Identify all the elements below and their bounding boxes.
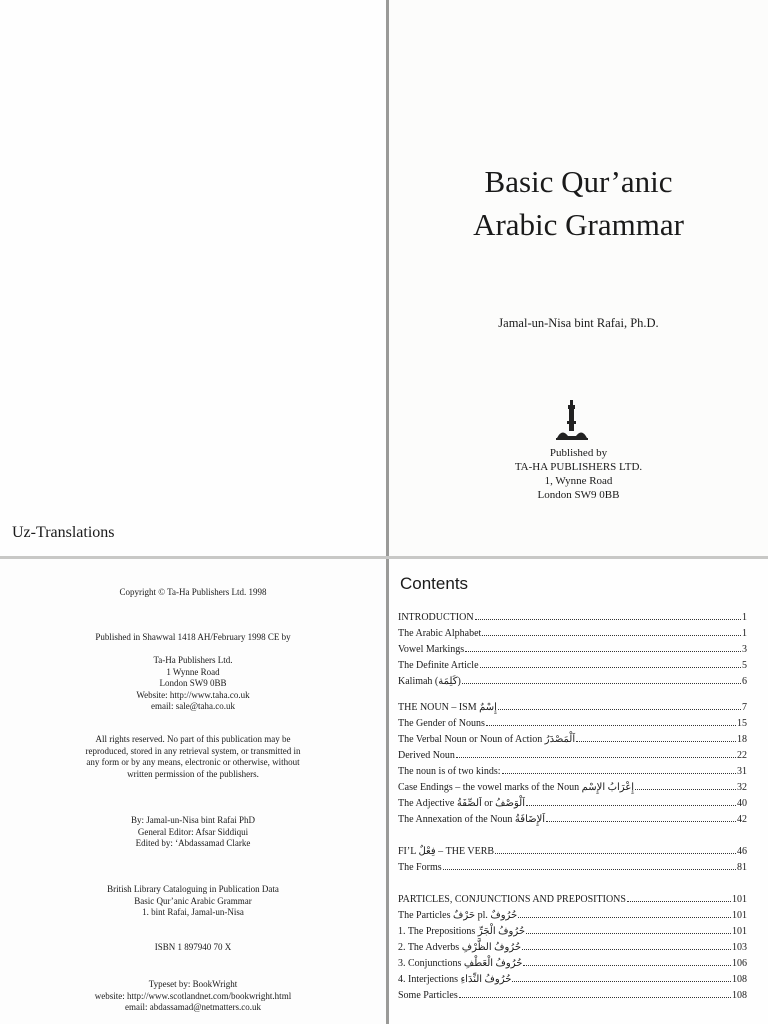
address-line: 1 Wynne Road [166,666,220,677]
publisher-logo [554,398,590,447]
toc-label: The Adjective اَلصِّفَةُ or اَلْوَصْفُ [398,798,525,809]
rights-line: written permission of the publishers. [127,768,259,779]
published-line: Published in Shawwal 1418 AH/February 1998 CE by [95,632,291,642]
toc-entry[interactable] [398,862,747,878]
address-line: email: sale@taha.co.uk [150,701,235,711]
credit-line: By: Jamal-un-Nisa bint Rafai PhD [131,815,255,825]
publisher-line: London SW9 0BB [537,489,620,501]
toc-label: The Definite Article [398,660,479,671]
toc-entry[interactable] [398,766,747,782]
leader-dots [512,980,731,982]
rights-statement [0,734,386,780]
contents-heading: Contents [400,574,469,593]
toc-page: 42 [737,814,747,825]
toc-label: The Forms [398,862,442,873]
toc-entry[interactable] [398,926,747,942]
leader-dots [475,618,741,620]
leader-dots [635,788,736,790]
leader-dots [480,666,741,668]
address-line: London SW9 0BB [159,678,227,688]
toc-page: 81 [737,862,747,873]
publisher-line: TA-HA PUBLISHERS LTD. [514,461,643,473]
toc-page: 31 [737,766,747,777]
toc-label: FI’L فِعْلٌ – THE VERB [398,846,495,857]
isbn: ISBN 1 897940 70 X [154,942,232,952]
address-line: Website: http://www.taha.co.uk [136,689,250,700]
address-line: Ta-Ha Publishers Ltd. [153,655,233,665]
toc-label: 2. The Adverbs حُرُوفُ الظَّرْفِ [398,942,522,953]
credit-line: Edited by: ‘Abdassamad Clarke [135,838,251,848]
leader-dots [462,682,741,684]
contents-page [389,559,768,1024]
credit-line: General Editor: Afsar Siddiqui [137,826,249,837]
toc-entry[interactable] [398,718,747,734]
toc-label: The Gender of Nouns [398,718,485,729]
toc-page: 46 [737,846,747,857]
typeset-info [0,979,386,1014]
toc-section[interactable] [398,846,747,862]
copyright-page [0,559,386,1024]
toc-page: 7 [742,702,747,713]
toc-label: Derived Noun [398,750,455,761]
toc-label: The Verbal Noun or Noun of Action اَلْمَصْدَرُ [398,734,576,745]
leader-dots [456,756,736,758]
typeset-line: email: abdassamad@netmatters.co.uk [125,1002,261,1012]
toc-page: 5 [742,660,747,671]
toc-label: The Arabic Alphabet [398,628,482,639]
toc-page: 103 [732,942,747,953]
rights-line: any form or by any means, electronic or otherwise, without [86,757,300,767]
toc-page: 108 [732,974,747,985]
toc-entry[interactable] [398,734,747,750]
cataloguing-line: British Library Cataloguing in Publication Data [107,884,279,894]
credits [0,815,386,850]
toc-page: 32 [737,782,747,793]
toc-label: INTRODUCTION [398,612,474,623]
toc-label: PARTICLES, CONJUNCTIONS AND PREPOSITIONS [398,894,626,905]
toc-page: 15 [737,718,747,729]
toc-label: THE NOUN – ISM إِسْمٌ [398,702,497,713]
leader-dots [576,740,736,742]
leader-dots [465,650,741,652]
toc-label: Some Particles [398,990,458,1001]
toc-label: The Particles حَرْفٌ pl. حُرُوفٌ [398,910,518,921]
publisher-block [389,446,768,502]
toc-label: Case Endings – the vowel marks of the Noun إِعْرَابُ الإِسْم [398,782,635,793]
leader-dots [498,708,741,710]
toc-section[interactable] [398,702,747,718]
leader-dots [502,772,737,774]
toc-section[interactable] [398,894,747,910]
toc-page: 3 [742,644,747,655]
leader-dots [522,948,731,950]
author-name: Jamal-un-Nisa bint Rafai, Ph.D. [498,316,659,330]
toc-page: 6 [742,676,747,687]
toc-entry[interactable] [398,750,747,766]
toc-label: Kalimah (كَلِمَة) [398,676,461,687]
publisher-address [0,655,386,713]
table-of-contents [398,612,747,1006]
toc-page: 22 [737,750,747,761]
toc-entry[interactable] [398,798,747,814]
toc-label: Vowel Markings [398,644,465,655]
blank-page [0,0,386,556]
book-title [389,160,768,246]
toc-page: 1 [742,628,747,639]
toc-label: The Annexation of the Noun اَلإِضَافَةُ [398,814,546,825]
toc-page: 1 [742,612,747,623]
toc-page: 18 [737,734,747,745]
toc-entry[interactable] [398,612,747,628]
leader-dots [518,916,731,918]
toc-entry[interactable] [398,676,747,692]
toc-entry[interactable] [398,628,747,644]
toc-entry[interactable] [398,660,747,676]
rights-line: All rights reserved. No part of this publication may be [95,734,291,744]
typeset-line: Typeset by: BookWright [148,979,238,989]
toc-entry[interactable] [398,814,747,830]
publisher-line: Published by [549,447,608,459]
leader-dots [526,804,736,806]
leader-dots [627,900,731,902]
toc-page: 101 [732,894,747,905]
leader-dots [486,724,736,726]
typeset-line: website: http://www.scotlandnet.com/bookwright.html [94,990,292,1001]
toc-label: The noun is of two kinds: [398,766,501,777]
toc-page: 101 [732,910,747,921]
cataloguing-line: Basic Qur’anic Arabic Grammar [134,895,252,906]
toc-label: 4. Interjections حُرُوفُ النِّدَاءِ [398,974,512,985]
toc-label: 1. The Prepositions حُرُوفُ الْجَرِّ [398,926,526,937]
toc-entry[interactable] [398,974,747,990]
leader-dots [482,634,741,636]
toc-entry[interactable] [398,782,747,798]
title-line: Arabic Grammar [473,207,684,242]
leader-dots [443,868,736,870]
leader-dots [526,932,731,934]
rights-line: reproduced, stored in any retrieval system, or transmitted in [85,745,301,756]
toc-entry[interactable] [398,644,747,660]
toc-entry[interactable] [398,990,747,1006]
title-line: Basic Qur’anic [484,164,673,199]
toc-page: 108 [732,990,747,1001]
toc-entry[interactable] [398,958,747,974]
leader-dots [495,852,736,854]
publisher-line: 1, Wynne Road [544,475,613,487]
title-page [389,0,768,556]
toc-page: 40 [737,798,747,809]
toc-page: 106 [732,958,747,969]
copyright-line: Copyright © Ta-Ha Publishers Ltd. 1998 [119,587,267,597]
cataloguing-line: 1. bint Rafai, Jamal-un-Nisa [142,907,244,917]
leader-dots [546,820,736,822]
toc-label: 3. Conjunctions حُرُوفُ الْعَطْفِ [398,958,523,969]
watermark-label: Uz-Translations [12,524,115,541]
leader-dots [523,964,731,966]
toc-entry[interactable] [398,910,747,926]
toc-entry[interactable] [398,942,747,958]
leader-dots [459,996,731,998]
toc-page: 101 [732,926,747,937]
cataloguing-data [0,884,386,919]
